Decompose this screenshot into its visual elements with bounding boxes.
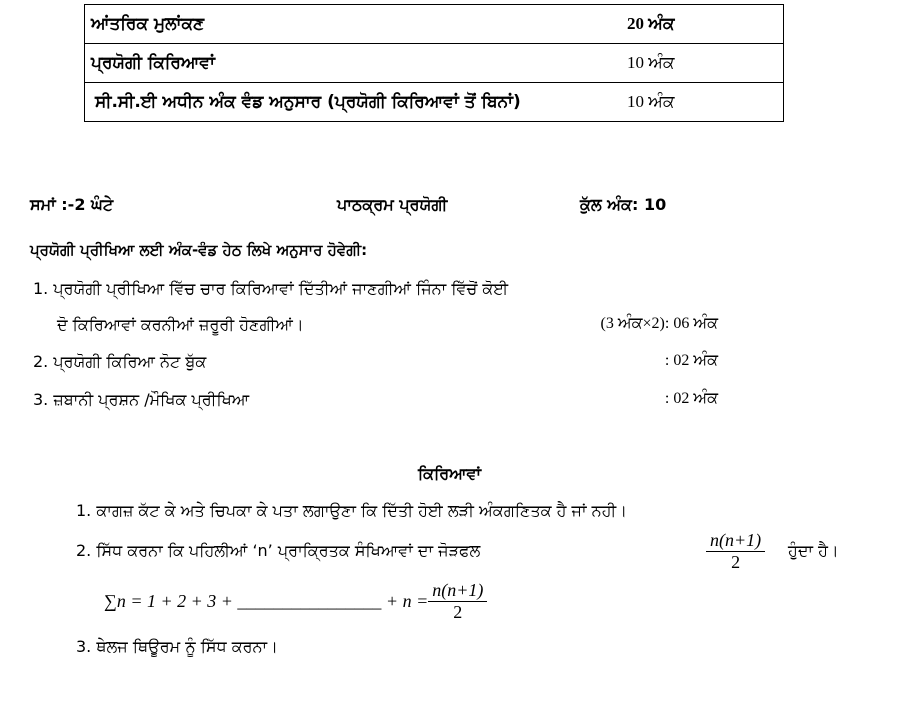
- row-label: ਆਂਤਰਿਕ ਮੁਲਾਂਕਣ: [85, 5, 622, 44]
- activity-2: 2. ਸਿੱਧ ਕਰਨਾ ਕਿ ਪਹਿਲੀਆਂ ‘n’ ਪ੍ਰਾਕ੍ਰਿਤਕ ਸੰਖਿਆਵਾਂ ਦਾ ਜੋੜਫਲ: [76, 541, 481, 560]
- fraction-numerator: n(n+1): [428, 580, 487, 602]
- fraction-numerator: n(n+1): [706, 530, 765, 552]
- scheme-item-1-cont: ਦੋ ਕਿਰਿਆਵਾਂ ਕਰਨੀਆਂ ਜ਼ਰੂਰੀ ਹੋਣਗੀਆਂ।: [57, 315, 304, 334]
- formula-left: ∑n = 1 + 2 + 3 + ________________ + n =: [104, 591, 429, 611]
- row-marks: 10 ਅੰਕ: [621, 44, 784, 83]
- table-row: [85, 5, 784, 44]
- fraction-denominator: 2: [731, 552, 741, 572]
- fraction-denominator: 2: [453, 602, 463, 622]
- row-marks: 20 ਅੰਕ: [621, 5, 784, 44]
- row-label: ਸੀ.ਸੀ.ਈ ਅਧੀਨ ਅੰਕ ਵੰਡ ਅਨੁਸਾਰ (ਪ੍ਰਯੋਗੀ ਕਿਰਿਆਵਾਂ ਤੋਂ ਬਿਨਾਂ): [85, 83, 622, 122]
- sum-fraction: [706, 530, 765, 573]
- scheme-item-2-marks: : 02 ਅੰਕ: [664, 352, 718, 369]
- scheme-heading: ਪ੍ਰਯੋਗੀ ਪ੍ਰੀਖਿਆ ਲਈ ਅੰਕ-ਵੰਡ ਹੇਠ ਲਿਖੇ ਅਨੁਸਾਰ ਹੋਵੇਗੀ:: [30, 241, 368, 259]
- course-title: ਪਾਠਕ੍ਰਮ ਪ੍ਰਯੋਗੀ: [337, 195, 448, 214]
- total-marks: ਕੁੱਲ ਅੰਕ: 10: [580, 195, 667, 214]
- activity-3: 3. ਥੇਲਜ ਥਿਊਰਮ ਨੂੰ ਸਿੱਧ ਕਰਨਾ।: [76, 637, 278, 656]
- sum-formula: [104, 580, 487, 623]
- activities-heading: ਕਿਰਿਆਵਾਂ: [418, 464, 482, 483]
- exam-time: ਸਮਾਂ :-2 ਘੰਟੇ: [30, 195, 114, 214]
- scheme-item-1-marks: (3 ਅੰਕ×2): 06 ਅੰਕ: [600, 315, 718, 332]
- scheme-item-1: 1. ਪ੍ਰਯੋਗੀ ਪ੍ਰੀਖਿਆ ਵਿੱਚ ਚਾਰ ਕਿਰਿਆਵਾਂ ਦਿੱਤੀਆਂ ਜਾਣਗੀਆਂ ਜਿੰਨਾ ਵਿੱਚੋਂ ਕੋਈ: [33, 279, 509, 298]
- table-row: [85, 44, 784, 83]
- row-marks: 10 ਅੰਕ: [621, 83, 784, 122]
- activity-2-end: ਹੁੰਦਾ ਹੈ।: [788, 541, 839, 560]
- marks-table: [84, 4, 784, 122]
- scheme-item-3: 3. ਜ਼ਬਾਨੀ ਪ੍ਰਸ਼ਨ /ਮੌਖਿਕ ਪ੍ਰੀਖਿਆ: [33, 390, 250, 409]
- row-label: ਪ੍ਰਯੋਗੀ ਕਿਰਿਆਵਾਂ: [85, 44, 622, 83]
- activity-1: 1. ਕਾਗਜ਼ ਕੱਟ ਕੇ ਅਤੇ ਚਿਪਕਾ ਕੇ ਪਤਾ ਲਗਾਉਣਾ ਕਿ ਦਿੱਤੀ ਹੋਈ ਲੜੀ ਅੰਕਗਣਿਤਕ ਹੈ ਜਾਂ ਨਹੀ।: [76, 501, 628, 520]
- scheme-item-3-marks: : 02 ਅੰਕ: [664, 390, 718, 407]
- table-row: [85, 83, 784, 122]
- scheme-item-2: 2. ਪ੍ਰਯੋਗੀ ਕਿਰਿਆ ਨੋਟ ਬੁੱਕ: [33, 352, 207, 371]
